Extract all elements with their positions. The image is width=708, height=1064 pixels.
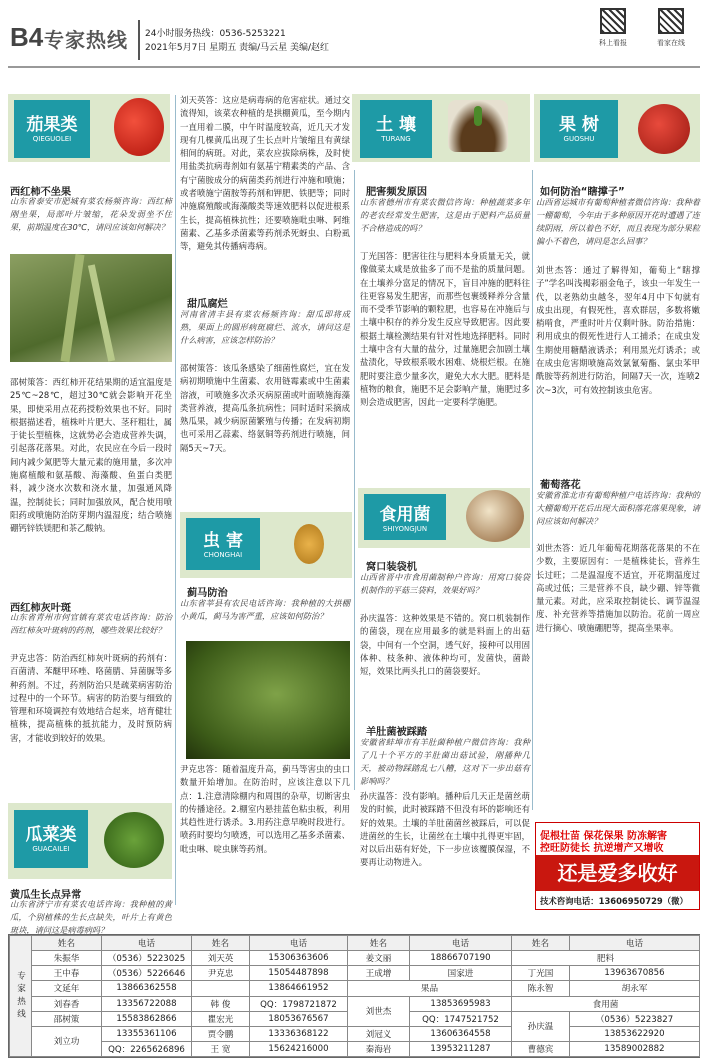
insect-icon (294, 524, 324, 564)
qr-code-icon (600, 8, 626, 34)
article-title: 甜瓜腐烂 (187, 299, 228, 310)
header-rule (8, 66, 700, 68)
article-question: 山东省泰安市肥城有菜农杨频咨询：西红柿刚坐果，局部叶片皱缩，花朵发弱坐不住果，前期温度在30℃，请问应该如何解决？ (10, 196, 172, 232)
apple-photo (638, 104, 690, 154)
page-number: B4 (10, 22, 44, 52)
article-title: 如何防治“瞎撑子” (540, 187, 625, 198)
article-answer: 孙庆温答：没有影响。播种后几天正是菌丝萌发的时候，此时被踩踏不但没有坏的影响还有好的效果。土壤的羊肚菌菌丝被踩后，可以促进菌丝的生长，让菌丝在土壤中扎得更牢固，对以后出菇有好处，下一步应该覆膜保湿，不要再让动物进入。 (360, 791, 530, 868)
table-row: 刘春香 13356722088 韩 俊 QQ：1798721872 刘世杰 13853695983 食用菌 (10, 996, 700, 1011)
col-header: 电话 (410, 936, 512, 951)
directory-header (10, 936, 700, 951)
article-answer: 尹克忠答：防治西红柿灰叶斑病的药剂有：百菌清、苯醚甲环唑、咯菌腈、异菌脲等多种药剂。不过，药剂防治只是疏菜病害防治过程中的一个环节。病害的防治要与细致的管理和环境调控有效地结合起来，培育健壮植株，提高植株的抵抗能力，及时预防病害，才能收到较好的效果。 (10, 653, 172, 743)
col-header: 姓名 (192, 936, 250, 951)
ad-phone: 技术咨询电话：13606950729（微） (540, 896, 688, 906)
article-title: 葡萄落花 (540, 480, 581, 491)
advertisement (535, 822, 700, 910)
article-answer: 刘世杰答：通过了解得知，葡萄上“瞎撑子”学名叫浅褐彩丽金龟子，该虫一年发生一代，以老熟幼虫越冬，翌年4月中下旬就有成虫出现，有假死性，喜欢群居，多数将嫩梢啃食，严重时叶片仅剩叶脉。防治措施：利用成虫的假死性进行人工捕杀；在成虫发生期使用糖醋液诱杀；利用黑光灯诱杀；或在成虫危害期喷施高效氯氰菊酯、氯虫苯甲酰胺等药剂进行防治，间隔7天一次，连喷2次~3次，可有效控制该虫危害。 (536, 265, 700, 395)
banner-fruit (540, 100, 618, 158)
article-title: 羊肚菌被踩踏 (366, 727, 428, 738)
ad-slogan: 控旺防徒长 抗逆增产又增收 (540, 843, 664, 854)
mushroom-photo (466, 490, 524, 542)
article-title: 西红柿不坐果 (10, 187, 72, 198)
banner-title: 果 树 (559, 115, 599, 135)
table-row: 邵树策 15583862866 瞿宏光 18053676567 QQ：1747521752 孙庆温 （0536）5223827 (10, 1011, 700, 1026)
column-divider (175, 95, 176, 905)
banner-pinyin: SHIYONGJUN (382, 525, 428, 533)
column-divider (532, 170, 533, 810)
article-answer: 刘世杰答：近几年葡萄花期落花落果的不在少数，主要原因有：一是植株徒长，营养生长过旺；二是温湿度不适宜，开花期温度过高或过低；三是营养不良，缺少硼、锌等微量元素。对此，应采取控制徒长、调节温湿度、补充营养等措施加以防治。花前一周应进行摘心、喷施硼肥等，提高坐果率。 (536, 543, 700, 633)
hotline: 24小时服务热线：0536-5253221 (145, 29, 286, 39)
header-divider (138, 20, 140, 60)
banner-pinyin: TURANG (381, 135, 411, 143)
article-question: 山西省晋中市食用菌制种户咨询：用窝口装袋机制作的平菇三袋料，效果好吗？ (360, 572, 530, 595)
tomato-photo (114, 98, 164, 156)
banner-pest (186, 518, 260, 570)
article-question: 山东省青州市何官镇有菜农电话咨询：防治西红柿灰叶斑病的药剂，哪些效果比较好？ (10, 612, 172, 635)
article-question: 河南省清丰县有菜农杨频咨询：甜瓜即将成熟，果面上的圆形病斑腐烂、流水，请问这是什么病害，应该怎样防治？ (180, 309, 350, 345)
qr-label: 看家在线 (657, 39, 685, 47)
article-title: 肥害频发原因 (366, 187, 428, 198)
ad-slogan: 促根壮苗 保花保果 防冻解害 (540, 831, 667, 842)
banner-title: 虫 害 (203, 531, 243, 551)
ad-brand: 还是爱多收好 (536, 855, 699, 891)
cucumber-photo (104, 812, 164, 868)
soil-photo (448, 100, 508, 152)
banner-pinyin: GUOSHU (563, 135, 595, 143)
article-title: 西红柿灰叶斑 (10, 603, 72, 614)
banner-vegetable (14, 100, 90, 158)
table-row: 文延年 13866362558 13864661952 果品 陈永智 胡永军 (10, 981, 700, 996)
article-title: 黄瓜生长点异常 (10, 890, 82, 901)
col-header: 姓名 (512, 936, 570, 951)
col-header: 电话 (570, 936, 700, 951)
col-header: 电话 (102, 936, 192, 951)
article-answer: 刘天英答：这应是病毒病的危害症状。通过交流得知，该菜农种植的是拱棚黄瓜，至今期内一直用着二膜，中午时温度较高，近几天才发现有几棵黄瓜出现了生长点叶片皱缩且有黄绿相间的病斑。对此，菜农应拔除病株，及时使用盐类抗病毒剂如有氨基宁精素类的产品、含有宁菌胺成分的病菌类药剂进行冲施和喷施；或者喷施宁菌胺等药剂和钾肥、铁肥等；同时冲施腐殖酸或海藻酸类等速效肥料以促进根系生长，提高植株抗性；还要喷施吡虫啉、阿维菌素、乙基多杀菌素等药剂杀死蚜虫、白粉虱等，避免其传播病毒病。 (180, 95, 350, 252)
tomato-plant-photo (10, 254, 172, 362)
banner-pinyin: CHONGHAI (203, 551, 243, 559)
banner-pinyin: QIEGUOLEI (32, 135, 72, 143)
article-answer: 丁光国答：肥害往往与肥料本身质量无关，就像做菜太咸是放盐多了而不是盐的质量问题。在土壤养分富足的情况下，盲目冲施的肥料往往更容易发生肥害，而那些包裹缓释养分含量而不受季节影响的颗粒肥，也容易在冲施后与土壤中积存的养分发生反应导致肥害。因此要根据土壤检测结果有针对性地选择肥料。同时土壤中含有大量的盐分，过量施肥会加剧土壤盐渍化，导致根系吸水困难、烧根烂根。在施肥时要注意少量多次，避免大水大肥。肥料是植物的粮食，施肥不足会影响产量，施肥过多则会造成肥害，因此一定要科学施肥。 (360, 251, 530, 408)
article-answer: 邵树策答：该瓜条感染了细菌性腐烂，宜在发病初期喷施中生菌素、农用链霉素或中生菌素溶液，可喷施多次杀灭病原菌或叶面喷施海藻类营养液，提高瓜条抗病性；同时适时采摘成熟瓜果，减少病原菌繁殖与传播；在发病初期也可采用乙蒜素、络氨铜等药剂进行喷施，间隔5天~7天。 (180, 363, 350, 453)
table-row: 刘立功 13355361106 贾令鹏 13336368122 刘冠义 13606364558 13853622920 (10, 1026, 700, 1041)
table-row: 王中春 （0536）5226646 尹克忠 15054487898 王成增 国家进 丁光国 13963670856 (10, 966, 700, 981)
banner-title: 瓜菜类 (25, 825, 77, 845)
article-question: 山东省济宁市有菜农电话咨询：我种植的黄瓜，个别植株的生长点缺失，叶片上有黄色斑块，请问这是病毒病吗？ (10, 899, 172, 935)
date-line: 2021年5月7日 星期五 责编/马云星 美编/赵红 (145, 43, 330, 53)
page-header (0, 0, 708, 62)
qr-label: 科上看报 (599, 39, 627, 47)
banner-title: 茄果类 (26, 115, 78, 135)
thrips-leaf-photo (186, 641, 350, 759)
banner-title: 食用菌 (379, 505, 431, 525)
col-header: 姓名 (32, 936, 102, 951)
section-title: 专家热线 (44, 28, 128, 52)
article-answer: 尹克忠答：随着温度升高，蓟马等害虫的虫口数量开始增加。在防治时，应该注意以下几点：1.注意清除棚内和周围的杂草，切断害虫的传播途径。2.棚室内悬挂蓝色粘虫板，利用其趋性进行诱杀。3.用药注意早晚时段进行。喷药时要均匀喷透，可以选用乙基多杀菌素、吡虫啉、啶虫脒等药剂。 (180, 764, 350, 854)
banner-title: 土 壤 (376, 115, 416, 135)
article-answer: 孙庆温答：这种效果是不错的。窝口机装制作的菌袋，现在应用最多的就是料面上的出菇袋，中间有一个空洞，透气好，接种可以用固体种、枝条种、液体种均可，发菌快，菌龄短，效果比两头扎口的菌袋要好。 (360, 613, 530, 677)
banner-fungi (364, 494, 446, 540)
article-title: 窝口装袋机 (366, 562, 417, 573)
directory-side-label: 专家热线 (10, 936, 32, 1057)
article-question: 山东省德州市有菜农微信咨询：种植蔬菜多年的老农经常发生肥害，这是由于肥料产品质量不合格造成的吗？ (360, 197, 530, 233)
column-divider (354, 170, 355, 790)
article-question: 山东省莘县有农民电话咨询：我种植的大拱棚小黄瓜，蓟马为害严重，应该如何防治？ (180, 598, 350, 621)
banner-melon (14, 810, 88, 868)
col-header: 电话 (250, 936, 348, 951)
article-answer: 邵树策答：西红柿开花结果期的适宜温度是25℃~28℃，超过30℃就会影响开花坐果，即使采用点花药授粉效果也不好。同时根据描述看，植株叶片肥大、茎秆粗壮，属于徒长型植株，这就势必会造成营养失调，引起落花落果。对此，农民应在今后一段时间内减少氮肥等大量元素的施用量，多次冲施腐植酸和氨基酸、海藻酸、鱼蛋白类肥料，减少浇水次数和浇水量，加强通风降温，控制徒长；同时加强放风，配合使用喷阳药或喷施防治防芽期内温湿度；结合喷施硼钙锌铁镁肥和茶乙酸钠。 (10, 377, 172, 534)
article-question: 山西省运城市有葡萄种植者微信咨询：我种着一棚葡萄，今年由于多种原因开花时遭遇了连续阴雨，所以着色不好，而且表现为部分果粒偏小不着色，请问是怎么回事？ (536, 197, 700, 246)
expert-directory (8, 934, 700, 1058)
article-question: 安徽省淮北市有葡萄种植户电话咨询：我种的大棚葡萄开花后出现大面积落花落果现象，请问应该如何解决？ (536, 490, 700, 526)
banner-pinyin: GUACAILEI (32, 845, 70, 853)
banner-soil (360, 100, 432, 158)
col-header: 姓名 (348, 936, 410, 951)
article-question: 安徽省蚌埠市有羊肚菌种植户微信咨询：我种了几十个平方的羊肚菌出菇试验，刚播种几天，被动物踩踏乱七八糟，这对下一步出菇有影响吗？ (360, 737, 530, 786)
table-row: 朱振华 （0536）5223025 刘天英 15306363606 姜文丽 18866707190 肥料 (10, 951, 700, 966)
article-title: 蓟马防治 (187, 588, 228, 599)
table-row: QQ：2265626896 王 宽 15624216000 秦海岩 13953211287 曹德宾 13589002882 (10, 1041, 700, 1056)
qr-code-icon (658, 8, 684, 34)
